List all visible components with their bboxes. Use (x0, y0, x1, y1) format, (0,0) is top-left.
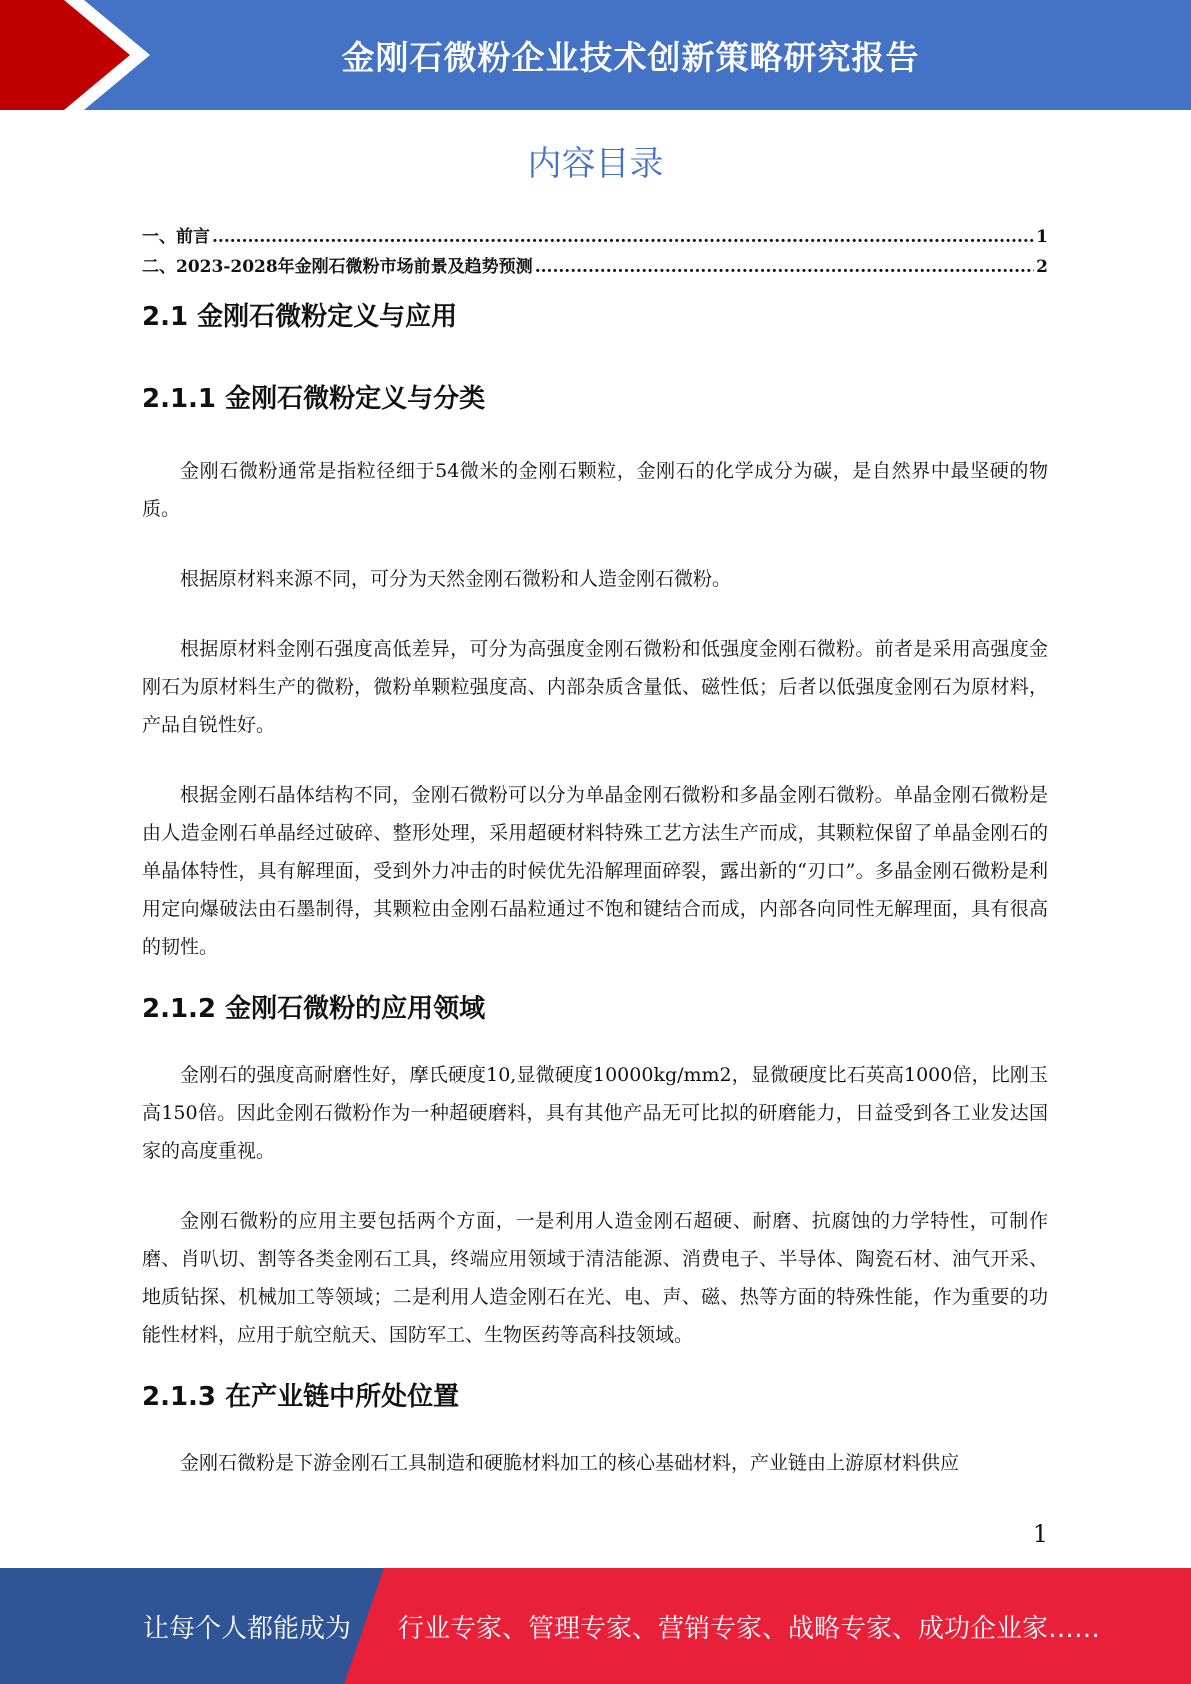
document-body (142, 296, 1048, 1482)
toc-entry-label: 一、前言 (142, 227, 210, 247)
page-header (0, 0, 1191, 110)
body-paragraph: 根据原材料来源不同，可分为天然金刚石微粉和人造金刚石微粉。 (180, 568, 732, 590)
page-footer (0, 1568, 1191, 1684)
toc-entry[interactable] (142, 222, 1048, 252)
subsection-heading: 2.1.1 金刚石微粉定义与分类 (142, 384, 486, 414)
table-of-contents (142, 222, 1048, 282)
report-title: 金刚石微粉企业技术创新策略研究报告 (341, 37, 920, 77)
page-number: 1 (1032, 1520, 1048, 1548)
body-paragraph: 金刚石的强度高耐磨性好，摩氏硬度10,显微硬度10000kg/mm2，显微硬度比石英高1000倍，比刚玉高150倍。因此金刚石微粉作为一种超硬磨料，具有其他产品无可比拟的研磨能力，日益受到各工业发达国家的高度重视。 (142, 1064, 1048, 1162)
toc-entry-label: 二、2023-2028年金刚石微粉市场前景及趋势预测 (142, 257, 533, 277)
toc-title: 内容目录 (527, 144, 664, 184)
body-paragraph: 金刚石微粉是下游金刚石工具制造和硬脆材料加工的核心基础材料，产业链由上游原材料供应 (180, 1452, 960, 1474)
subsection-heading: 2.1.3 在产业链中所处位置 (142, 1382, 460, 1412)
body-paragraph: 根据金刚石晶体结构不同，金刚石微粉可以分为单晶金刚石微粉和多晶金刚石微粉。单晶金刚石微粉是由人造金刚石单晶经过破碎、整形处理，采用超硬材料特殊工艺方法生产而成，其颗粒保留了单晶金刚石的单晶体特性，具有解理面，受到外力冲击的时候优先沿解理面碎裂，露出新的“刃口”。多晶金刚石微粉是利用定向爆破法由石墨制得，其颗粒由金刚石晶粒通过不饱和键结合而成，内部各向同性无解理面，具有很高的韧性。 (142, 784, 1048, 958)
subsection-heading: 2.1.2 金刚石微粉的应用领域 (142, 994, 486, 1024)
toc-entry-page: 2 (1036, 257, 1048, 277)
footer-slogan-right: 行业专家、管理专家、营销专家、战略专家、成功企业家…… (398, 1613, 1101, 1644)
toc-leader-dots (212, 227, 1034, 247)
toc-leader-dots (535, 257, 1034, 277)
body-paragraph: 金刚石微粉通常是指粒径细于54微米的金刚石颗粒，金刚石的化学成分为碳，是自然界中最坚硬的物质。 (142, 460, 1048, 520)
body-paragraph: 金刚石微粉的应用主要包括两个方面，一是利用人造金刚石超硬、耐磨、抗腐蚀的力学特性，可制作磨、肖叭切、割等各类金刚石工具，终端应用领域于清洁能源、消费电子、半导体、陶瓷石材、油气开采、地质钻探、机械加工等领域；二是利用人造金刚石在光、电、声、磁、热等方面的特殊性能，作为重要的功能性材料，应用于航空航天、国防军工、生物医药等高科技领域。 (142, 1210, 1048, 1346)
toc-entry-page: 1 (1036, 227, 1048, 247)
section-heading: 2.1 金刚石微粉定义与应用 (142, 302, 458, 332)
footer-slogan-left: 让每个人都能成为 (143, 1613, 352, 1644)
body-paragraph: 根据原材料金刚石强度高低差异，可分为高强度金刚石微粉和低强度金刚石微粉。前者是采用高强度金刚石为原材料生产的微粉，微粉单颗粒强度高、内部杂质含量低、磁性低；后者以低强度金刚石为原材料，产品自锐性好。 (142, 638, 1048, 736)
toc-entry[interactable] (142, 252, 1048, 282)
